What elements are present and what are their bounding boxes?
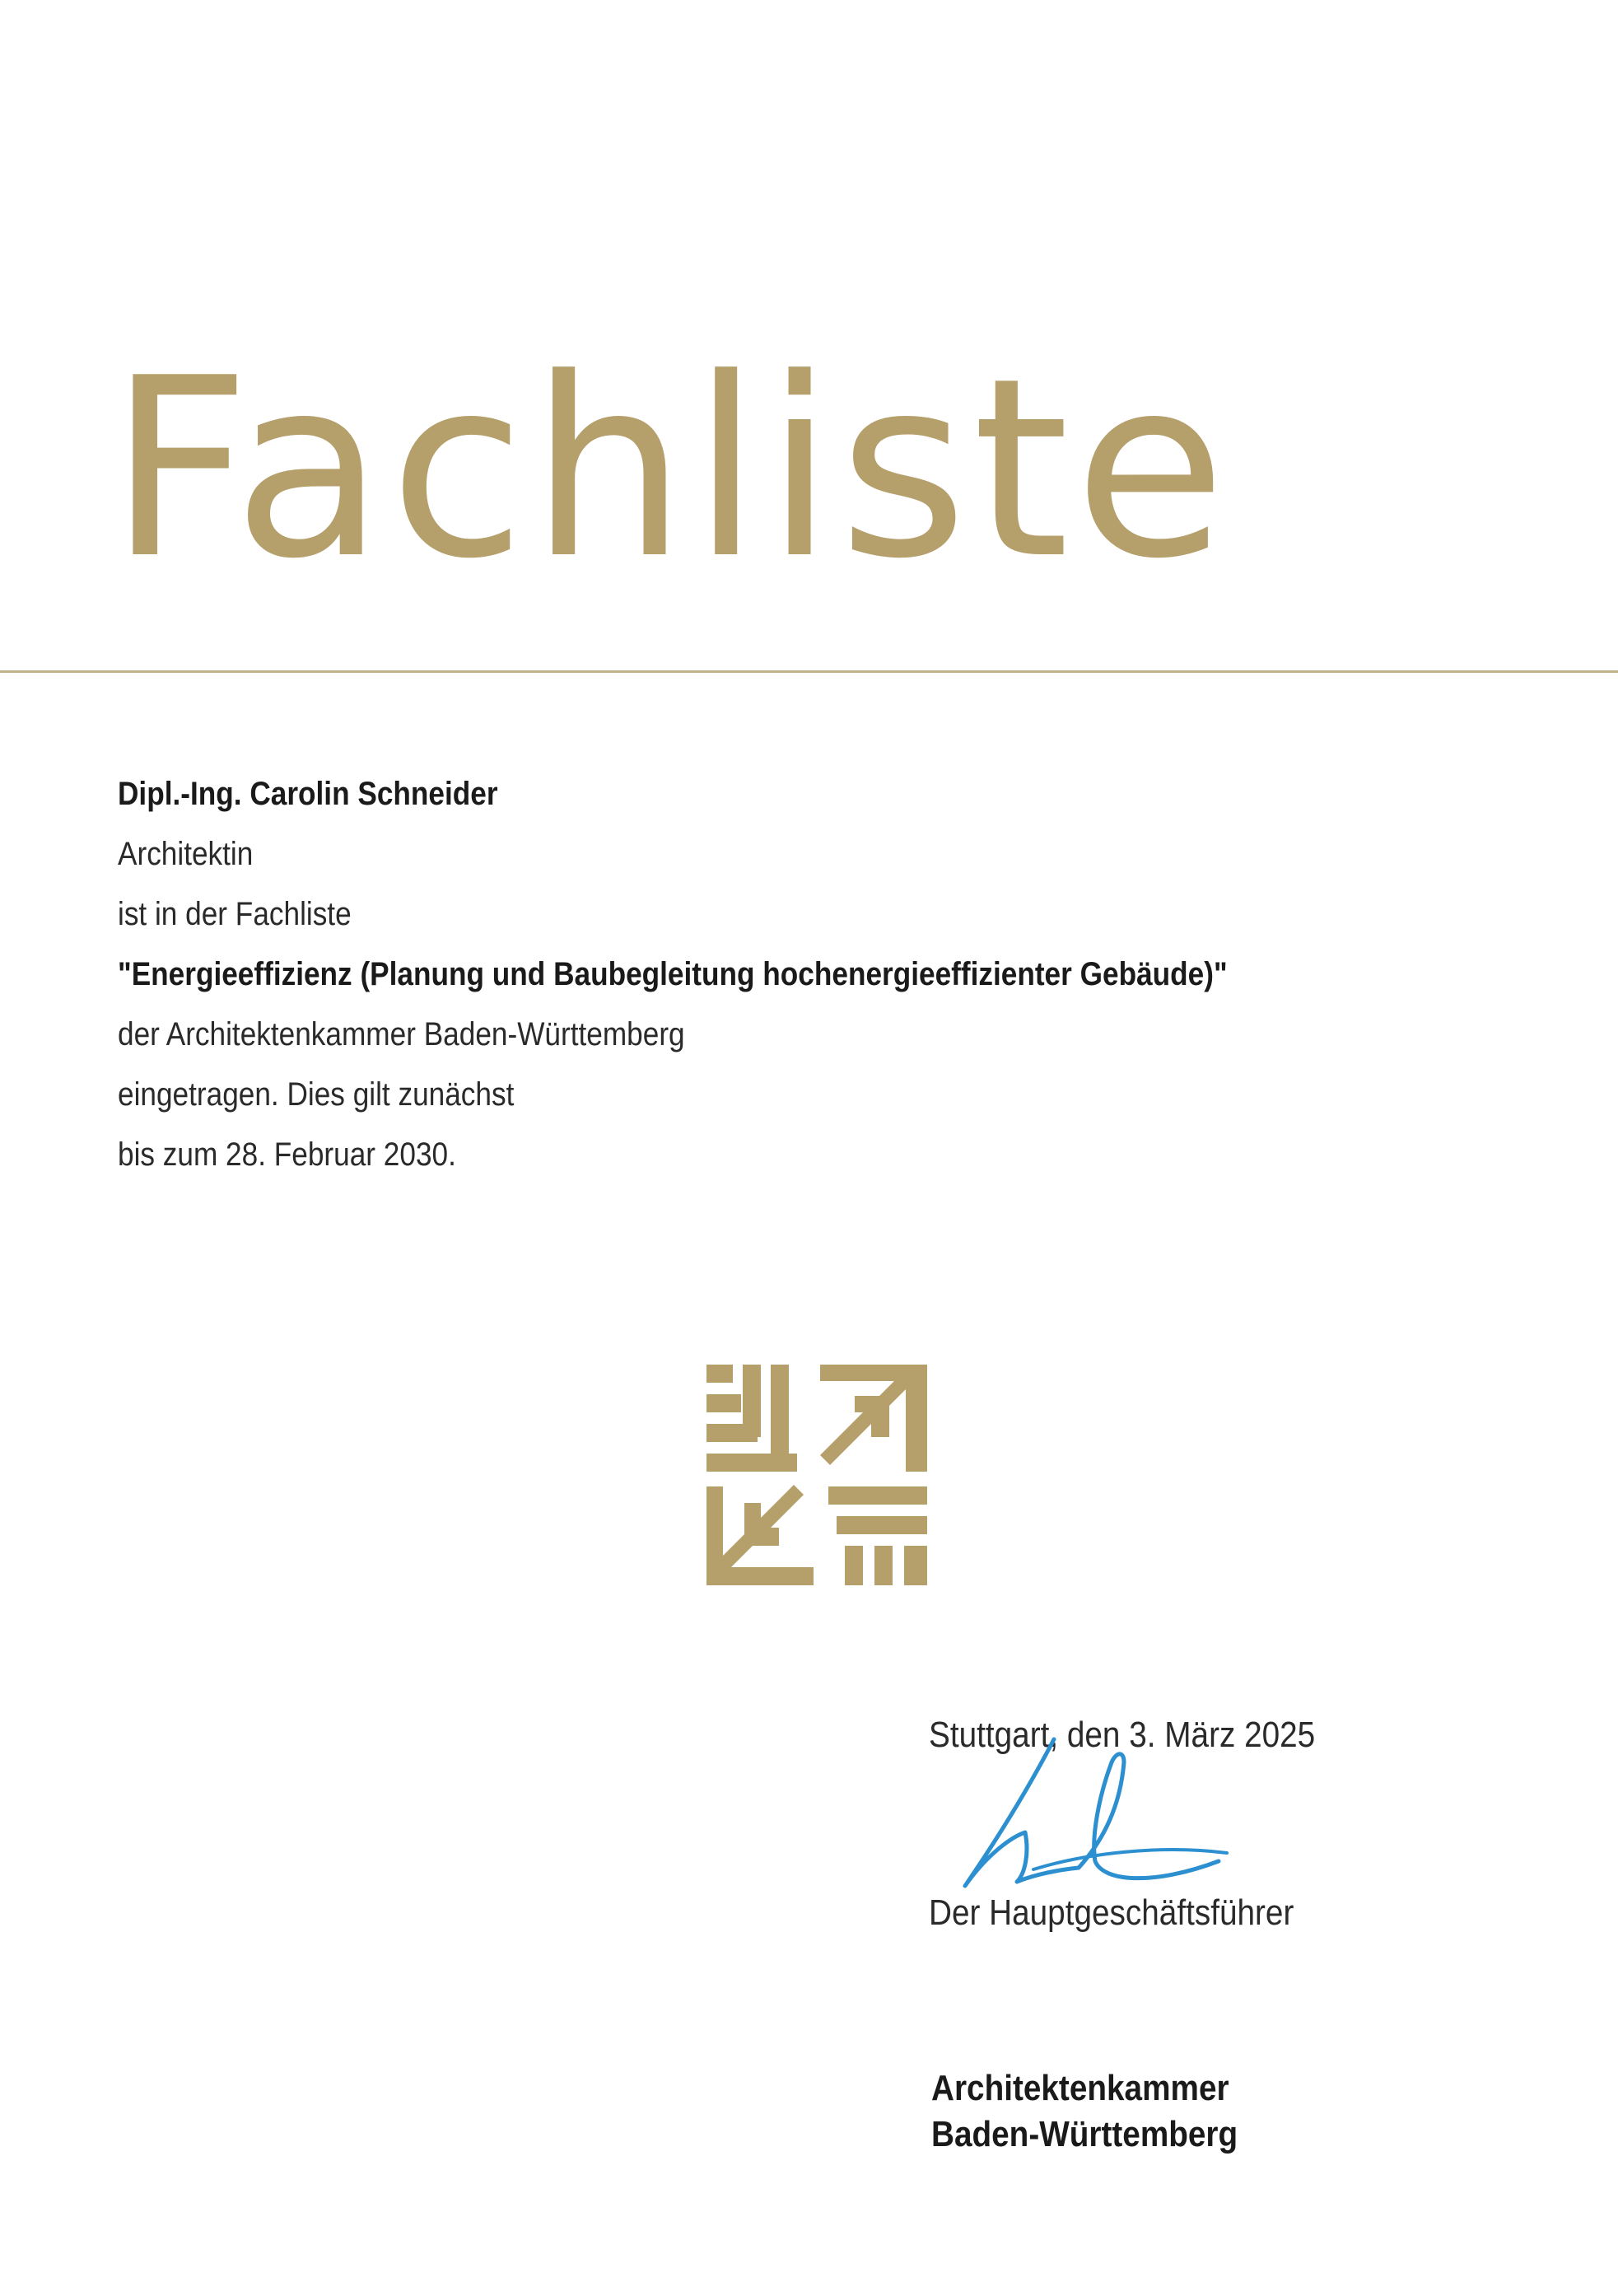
certificate-body <box>118 764 1518 1185</box>
title-divider <box>0 670 1618 673</box>
issuer-line-1: Architektenkammer <box>931 2068 1229 2108</box>
intro-line: ist in der Fachliste <box>118 896 352 932</box>
chamber-line: der Architektenkammer Baden-Württemberg <box>118 1016 685 1052</box>
document-title: Fachliste <box>109 325 1232 613</box>
chamber-logo-icon <box>706 1365 927 1585</box>
list-name: "Energieeffizienz (Planung und Baubegleitung hochenergieeffizienter Gebäude)" <box>118 956 1228 992</box>
issuer-line-2: Baden-Württemberg <box>931 2114 1238 2154</box>
place-date: Stuttgart, den 3. März 2025 <box>929 1715 1316 1755</box>
valid-until: bis zum 28. Februar 2030. <box>118 1136 456 1173</box>
holder-name: Dipl.-Ing. Carolin Schneider <box>118 776 498 812</box>
profession: Architektin <box>118 836 254 872</box>
handwritten-signature <box>955 1729 1252 1902</box>
issuer-name <box>931 2065 1238 2158</box>
signer-title: Der Hauptgeschäftsführer <box>929 1892 1294 1933</box>
validity-line: eingetragen. Dies gilt zunächst <box>118 1076 515 1113</box>
